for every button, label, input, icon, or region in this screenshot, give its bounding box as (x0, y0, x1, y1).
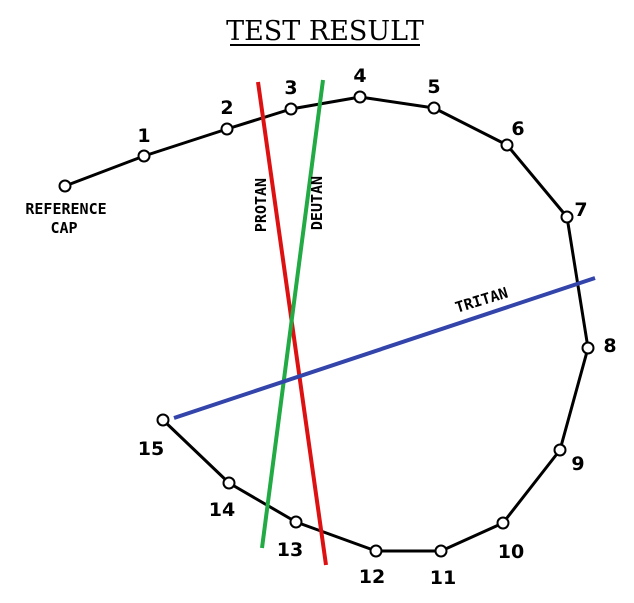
cap-1-label: 1 (137, 125, 151, 147)
cap-2-label: 2 (220, 97, 234, 119)
tritan-axis-line (174, 278, 595, 418)
cap-sequence-path (65, 97, 588, 551)
cap-4-label: 4 (353, 65, 367, 87)
reference-cap-label-line1: REFERENCE (25, 200, 107, 218)
cap-8-marker (583, 343, 594, 354)
cap-7-label: 7 (574, 199, 588, 221)
reference-cap-marker (60, 181, 71, 192)
cap-2-marker (222, 124, 233, 135)
reference-cap-label-line2: CAP (50, 219, 78, 237)
cap-8-label: 8 (603, 335, 617, 357)
cap-6-marker (502, 140, 513, 151)
cap-14-marker (224, 478, 235, 489)
cap-10-marker (498, 518, 509, 529)
cap-4-marker (355, 92, 366, 103)
page-title: TEST RESULT (226, 16, 424, 47)
cap-9-label: 9 (571, 453, 585, 475)
cap-markers (60, 92, 594, 557)
deutan-label: DEUTAN (308, 175, 326, 231)
cap-6-label: 6 (511, 118, 525, 140)
cap-3-label: 3 (284, 77, 298, 99)
cap-15-marker (158, 415, 169, 426)
cap-10-label: 10 (497, 541, 525, 563)
cap-5-marker (429, 103, 440, 114)
cap-12-label: 12 (358, 566, 386, 588)
cap-1-marker (139, 151, 150, 162)
cap-9-marker (555, 445, 566, 456)
cap-15-label: 15 (137, 438, 165, 460)
tritan-label: TRITAN (452, 283, 511, 317)
cap-3-marker (286, 104, 297, 115)
cap-7-marker (562, 212, 573, 223)
cap-14-label: 14 (208, 499, 236, 521)
protan-label: PROTAN (252, 177, 270, 233)
cap-13-label: 13 (276, 539, 304, 561)
cap-13-marker (291, 517, 302, 528)
cap-12-marker (371, 546, 382, 557)
cap-11-marker (436, 546, 447, 557)
cap-labels (137, 65, 616, 589)
cap-5-label: 5 (427, 76, 441, 98)
cap-11-label: 11 (429, 567, 457, 589)
